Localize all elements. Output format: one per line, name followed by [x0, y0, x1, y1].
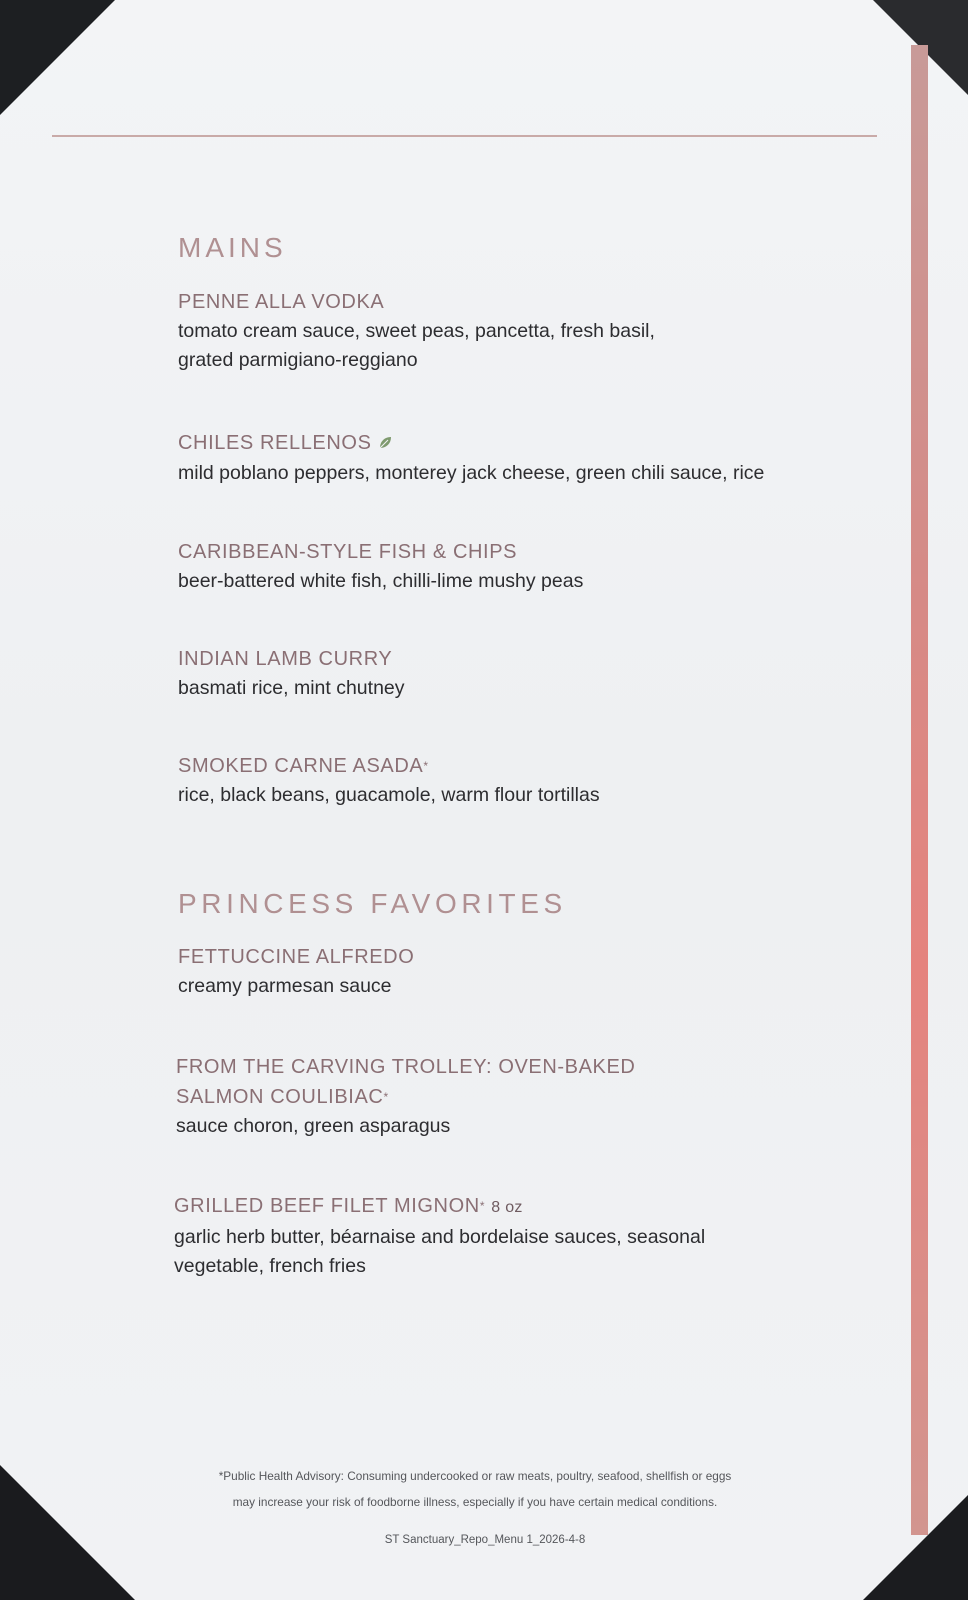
cover-corner-top-left	[0, 0, 115, 115]
item-name-row	[178, 751, 878, 781]
item-name: CARIBBEAN-STYLE FISH & CHIPS	[178, 541, 518, 563]
item-name: SALMON COULIBIAC	[176, 1086, 384, 1108]
item-name-row	[174, 1191, 874, 1223]
item-name: FETTUCCINE ALFREDO	[178, 946, 415, 968]
item-name-row	[176, 1082, 876, 1112]
menu-item-fish-and-chips	[178, 537, 878, 596]
advisory-mark: *	[383, 1090, 389, 1104]
advisory-line: may increase your risk of foodborne illness, especially if you have certain medical conditions.	[232, 1495, 718, 1509]
portion-size: 8 oz	[491, 1199, 523, 1216]
public-health-advisory	[150, 1463, 800, 1515]
item-name-row	[178, 428, 878, 459]
item-name: CHILES RELLENOS	[178, 432, 372, 454]
item-name: SMOKED CARNE ASADA	[178, 755, 424, 777]
item-name: FROM THE CARVING TROLLEY: OVEN-BAKED	[176, 1056, 636, 1078]
leaf-icon	[378, 429, 392, 459]
menu-item-smoked-carne-asada	[178, 751, 878, 810]
item-name: PENNE ALLA VODKA	[178, 291, 385, 313]
item-description: basmati rice, mint chutney	[178, 677, 405, 699]
menu-item-beef-filet-mignon	[174, 1191, 874, 1281]
menu-item-chiles-rellenos	[178, 428, 878, 488]
accent-bar	[911, 45, 928, 1535]
item-description: beer-battered white fish, chilli-lime mushy peas	[178, 570, 584, 592]
advisory-mark: *	[423, 759, 429, 773]
section-title-mains: MAINS	[178, 232, 287, 263]
menu-code: ST Sanctuary_Repo_Menu 1_2026-4-8	[384, 1534, 586, 1546]
section-title-princess-favorites: PRINCESS FAVORITES	[178, 888, 567, 919]
advisory-mark: *	[479, 1199, 486, 1213]
item-description: rice, black beans, guacamole, warm flour tortillas	[178, 784, 600, 806]
item-description: grated parmigiano-reggiano	[178, 349, 418, 371]
top-divider	[52, 135, 877, 137]
menu-item-indian-lamb-curry	[178, 644, 878, 703]
item-description: tomato cream sauce, sweet peas, pancetta, fresh basil,	[178, 320, 655, 342]
item-description: mild poblano peppers, monterey jack cheese, green chili sauce, rice	[178, 461, 765, 484]
advisory-line: *Public Health Advisory: Consuming undercooked or raw meats, poultry, seafood, shellfish or eggs	[218, 1469, 732, 1483]
item-description: garlic herb butter, béarnaise and bordelaise sauces, seasonal	[174, 1226, 706, 1248]
item-description: creamy parmesan sauce	[178, 975, 392, 997]
menu-item-fettuccine-alfredo	[178, 942, 878, 1001]
menu-item-penne-alla-vodka	[178, 287, 878, 375]
item-name: INDIAN LAMB CURRY	[178, 648, 393, 670]
item-name: GRILLED BEEF FILET MIGNON	[174, 1195, 480, 1217]
item-description: vegetable, french fries	[174, 1255, 366, 1277]
cover-corner-bottom-left	[0, 1465, 135, 1600]
item-description: sauce choron, green asparagus	[176, 1115, 451, 1137]
menu-item-salmon-coulibiac	[176, 1052, 876, 1141]
